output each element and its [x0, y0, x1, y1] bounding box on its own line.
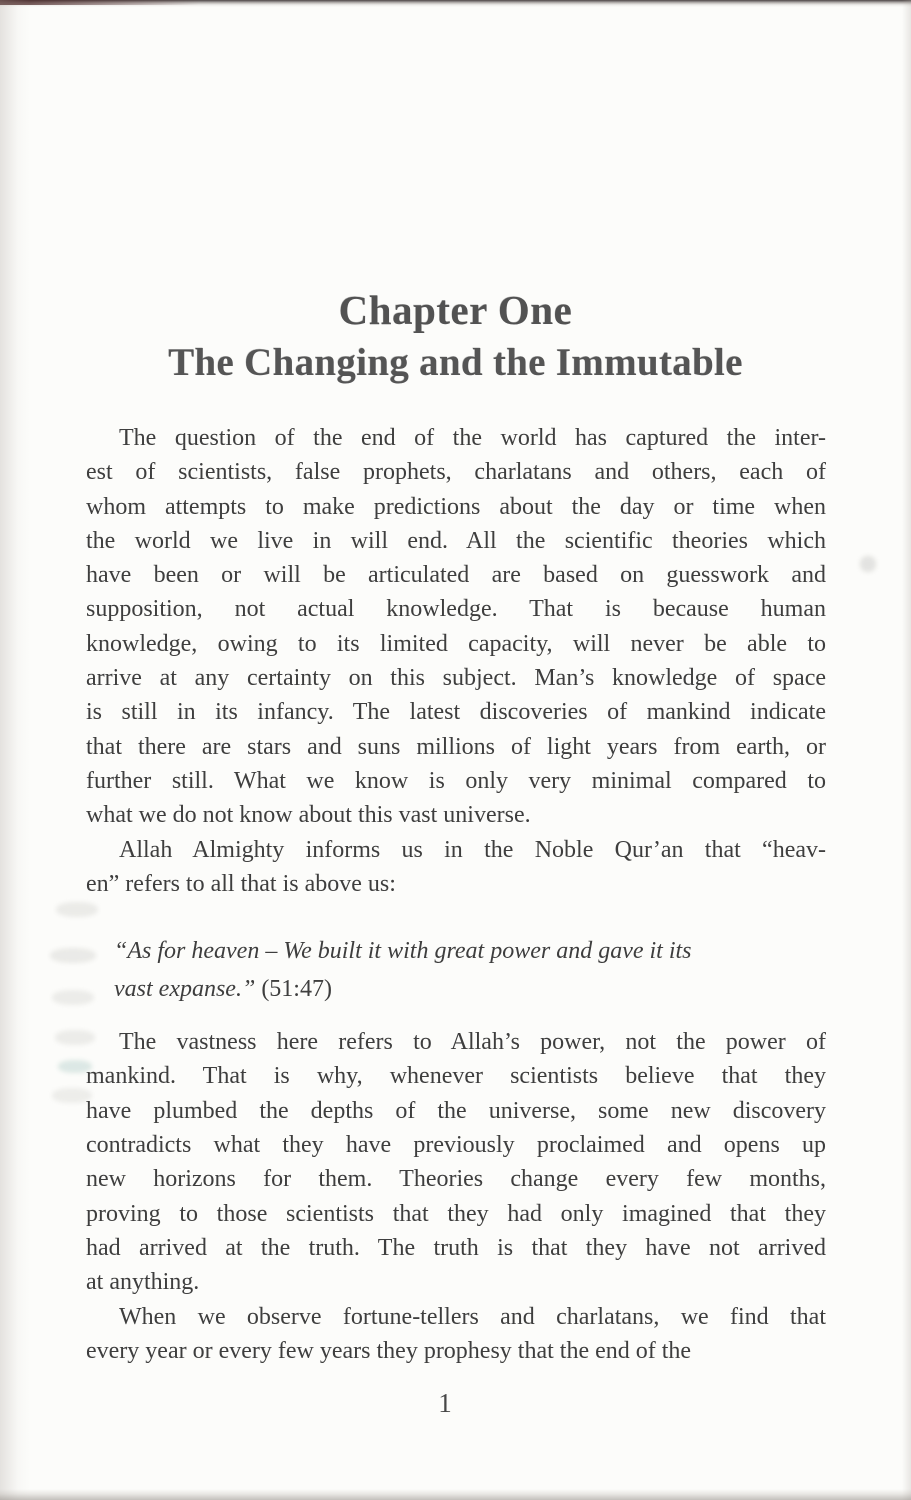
- paragraph: [86, 1025, 826, 1299]
- text-line: contradicts what they have previously proclaimed and opens up: [86, 1132, 826, 1159]
- text-line: Allah Almighty informs us in the Noble Qur’an that “heav-: [119, 836, 826, 863]
- verse-reference: (51:47): [255, 976, 332, 1003]
- scan-left-gutter-shading: [0, 0, 30, 1500]
- text-line: arrive at any certainty on this subject. Man’s knowledge of space: [86, 665, 826, 692]
- chapter-title: Chapter One: [338, 287, 573, 333]
- paragraph: [86, 421, 826, 833]
- text-line: en” refers to all that is above us:: [86, 870, 396, 897]
- text-line: new horizons for them. Theories change every few months,: [86, 1166, 826, 1193]
- text-line: The question of the end of the world has captured the inter-: [119, 425, 826, 451]
- text-line: knowledge, owing to its limited capacity, will never be able to: [86, 630, 826, 657]
- text-line: When we observe fortune-tellers and charlatans, we find that: [119, 1303, 826, 1330]
- text-line: have plumbed the depths of the universe, some new discovery: [86, 1097, 826, 1124]
- text-line: had arrived at the truth. The truth is that they have not arrived: [86, 1234, 826, 1261]
- text-line: the world we live in will end. All the scientific theories which: [86, 527, 826, 554]
- text-line: further still. What we know is only very minimal compared to: [86, 767, 826, 794]
- text-line: mankind. That is why, whenever scientists believe that they: [86, 1063, 826, 1090]
- text-line: that there are stars and suns millions of light years from earth, or: [86, 733, 826, 760]
- scan-bottom-edge: [0, 1489, 911, 1500]
- text-line: what we do not know about this vast universe.: [86, 802, 531, 829]
- page-number: 1: [438, 1388, 452, 1418]
- text-line: est of scientists, false prophets, charlatans and others, each of: [86, 459, 826, 486]
- text-line: every year or every few years they prophesy that the end of the: [86, 1337, 692, 1364]
- scan-right-edge-shading: [902, 0, 911, 1500]
- text-line: at anything.: [86, 1269, 200, 1296]
- text-line: whom attempts to make predictions about the day or time when: [86, 493, 826, 520]
- paragraph: [86, 1300, 826, 1369]
- text-line: supposition, not actual knowledge. That is because human: [86, 596, 826, 623]
- text-line: vast expanse.” (51:47): [114, 976, 332, 1003]
- chapter-subtitle: The Changing and the Immutable: [168, 341, 743, 384]
- text-line: have been or will be articulated are based on guesswork and: [86, 562, 826, 589]
- body-text-column: [86, 421, 826, 1368]
- text-line: proving to those scientists that they had only imagined that they: [86, 1200, 826, 1227]
- text-line: “As for heaven – We built it with great power and gave it its: [114, 938, 692, 965]
- text-line: is still in its infancy. The latest discoveries of mankind indicate: [86, 699, 826, 726]
- text-line: The vastness here refers to Allah’s power, not the power of: [119, 1029, 826, 1056]
- quran-quote: [114, 932, 768, 1008]
- scan-top-edge-tint: [0, 0, 200, 5]
- paragraph: [86, 833, 826, 902]
- showthrough-mark: [860, 556, 876, 572]
